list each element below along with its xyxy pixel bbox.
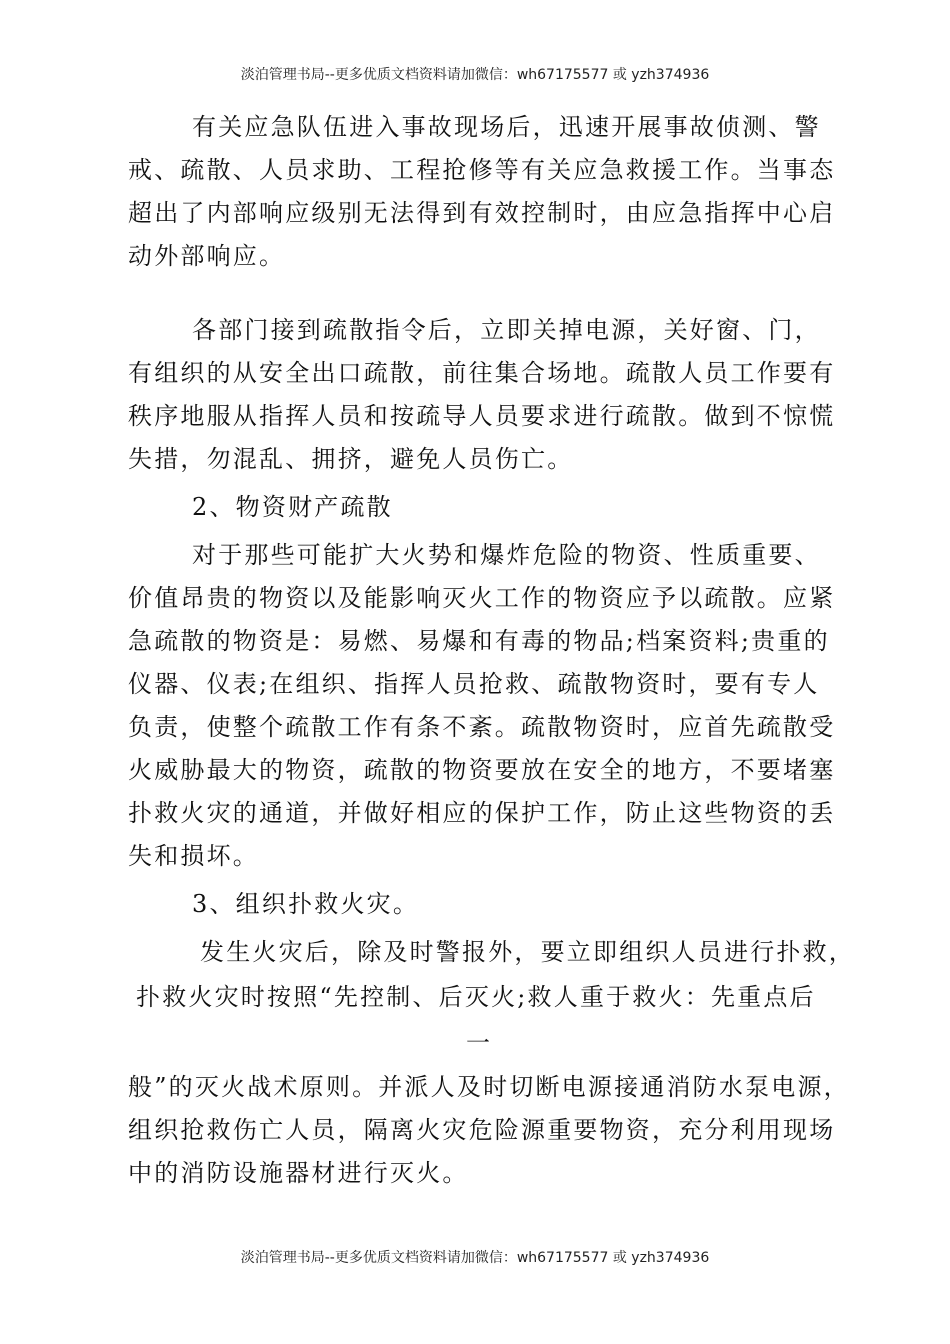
body-text-line: 扑救火灾的通道，并做好相应的保护工作，防止这些物资的丢 bbox=[128, 799, 836, 827]
body-text-line: 动外部响应。 bbox=[128, 242, 286, 270]
body-text-line: 失和损坏。 bbox=[128, 842, 259, 870]
body-text-line: 失措，勿混乱、拥挤，避免人员伤亡。 bbox=[128, 445, 574, 473]
body-text-line: 有关应急队伍进入事故现场后，迅速开展事故侦测、警 bbox=[192, 113, 821, 141]
body-text-line: 发生火灾后，除及时警报外，要立即组织人员进行扑救， bbox=[200, 938, 855, 966]
body-text-line: 组织抢救伤亡人员，隔离火灾危险源重要物资，充分利用现场 bbox=[128, 1116, 836, 1144]
body-text-line: 扑救火灾时按照“先控制、后灭火;救人重于救火：先重点后 bbox=[136, 983, 816, 1011]
body-text-line: 超出了内部响应级别无法得到有效控制时，由应急指挥中心启 bbox=[128, 199, 836, 227]
body-text-line: 急疏散的物资是：易燃、易爆和有毒的物品;档案资料;贵重的 bbox=[128, 627, 830, 655]
section-heading: 2、物资财产疏散 bbox=[192, 493, 393, 521]
body-text-line: 中的消防设施器材进行灭火。 bbox=[128, 1159, 469, 1187]
body-text-line: 一 bbox=[466, 1029, 493, 1057]
body-text-line: 戒、疏散、人员求助、工程抢修等有关应急救援工作。当事态 bbox=[128, 156, 836, 184]
body-text-line: 价值昂贵的物资以及能影响灭火工作的物资应予以疏散。应紧 bbox=[128, 584, 836, 612]
page-footer: 淡泊管理书局--更多优质文档资料请加微信：wh67175577 或 yzh374936 bbox=[240, 1250, 710, 1266]
body-text-line: 般”的灭火战术原则。并派人及时切断电源接通消防水泵电源， bbox=[128, 1073, 850, 1101]
body-text-line: 负责，使整个疏散工作有条不紊。疏散物资时，应首先疏散受 bbox=[128, 713, 836, 741]
body-text-line: 各部门接到疏散指令后，立即关掉电源，关好窗、门， bbox=[192, 316, 821, 344]
body-text-line: 仪器、仪表;在组织、指挥人员抢救、疏散物资时，要有专人 bbox=[128, 670, 820, 698]
section-heading: 3、组织扑救火灾。 bbox=[192, 890, 420, 918]
body-text-line: 火威胁最大的物资，疏散的物资要放在安全的地方，不要堵塞 bbox=[128, 756, 836, 784]
body-text-line: 对于那些可能扩大火势和爆炸危险的物资、性质重要、 bbox=[192, 541, 821, 569]
body-text-line: 有组织的从安全出口疏散，前往集合场地。疏散人员工作要有 bbox=[128, 359, 836, 387]
body-text-line: 秩序地服从指挥人员和按疏导人员要求进行疏散。做到不惊慌 bbox=[128, 402, 836, 430]
page-header: 淡泊管理书局--更多优质文档资料请加微信：wh67175577 或 yzh374936 bbox=[240, 67, 710, 83]
